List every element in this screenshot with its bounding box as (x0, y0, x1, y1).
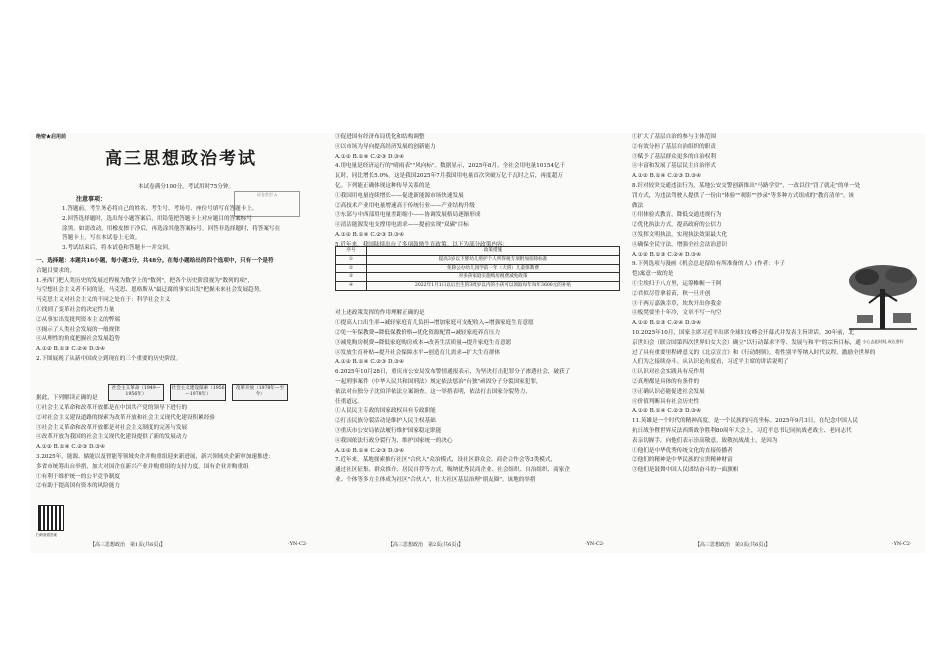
table-header-cell: 序号 (336, 247, 367, 256)
question-line: ④以市场为导向提高经济发展的创新能力 (335, 143, 436, 150)
question-line: ③东部与中西部用电量差距缩小——协调发展格局逐渐形成 (335, 212, 481, 219)
question-line: A.①② B.①④ C.②③ D.③④ (36, 444, 106, 451)
timeline-stage-2: 社会主义建设探索（1956—1978年） (170, 384, 226, 401)
question-line: 11.英雄是一个时代的精神高度，是一个民族的闪亮坐标。2025年9月3日，在纪念中国人民 (632, 418, 859, 425)
question-line: ③发挥文明执法，实现执法效果最大化 (632, 231, 728, 238)
table-cell: 2022年1月1日以后出生的3周岁以内的小孩可以领取每年每年3600元的补贴 (367, 282, 620, 291)
note-line: 3.考试结束后，将本试卷和答题卡一并交回。 (62, 245, 174, 252)
question-line: ③促进国有经济布局优化和结构调整 (335, 134, 425, 140)
question-line: 一起刑事案件（中华人民共和国刑法）规定依法惩治"台独"顽固分子分裂国家犯罪， (335, 378, 542, 385)
question-line (335, 300, 623, 310)
table-cell: ④ (336, 282, 367, 291)
table-row (336, 282, 620, 291)
question-line: ③揭示了人类社会发展的一般规律 (36, 326, 120, 333)
question-line: 6.2025年10月28日，重庆市公安局发布警情通报表示，为坚决打击犯罪分子渗透社会，破获了 (335, 369, 571, 376)
question-line (36, 365, 324, 375)
question-line: ①提高人口出生率→减轻家庭育儿负担→增加家庭可支配收入→增强家庭生育意愿 (335, 320, 534, 327)
question-line: 京世妇会（联合国第四次世界妇女大会）确立"以行动谋求平等、发展与和平"的宗旨目标，通 (632, 339, 861, 346)
question-line: ②打击民族分裂活动是维护人民主权基础 (335, 418, 436, 425)
question-line: A.①② B.①③ C.②④ D.③④ (632, 320, 702, 327)
note-line: 1.答题前，考生务必将自己的姓名、考生号、考场号、座位号填写在答题卡上。 (62, 206, 258, 212)
question-line: ④价值判断具有社会历史性 (632, 398, 700, 405)
question-line: ③正确认识必能促进社会发展 (632, 388, 705, 395)
page-title: 高三思想政治考试 (105, 149, 257, 169)
footer-page-3: 【高三思想政治 第3页(共6页)】 (695, 542, 771, 548)
question-line: 罚方式，为违法驾驶人提供了一份由"体验""观影""抄录"等多种方式组成的"教育清单"。该 (632, 192, 854, 199)
question-line: 1.圣西门把人类历史的发展过程视为数学上的"数列"，把各个历史阶段视为"数列的项"， (36, 277, 254, 284)
qr-caption: 扫码查看答案 (36, 533, 57, 537)
question-line: A.①② B.①④ C.②③ D.③④ (632, 408, 702, 415)
question-line: ④板凳要坐十年冷，文章不写一句空 (632, 310, 722, 317)
question-line: 9.下列选项与漫画《机会总是留给有所准备的人》(作者：丰子 (632, 261, 785, 268)
stamp-box: 试卷类型 A (234, 191, 300, 217)
question-line: ④发放生育补贴→提升社会保障水平→创造育儿需求→扩大生育群体 (335, 349, 501, 356)
question-line: A.①② B.①④ C.②③ D.③④ (335, 231, 405, 238)
question-line: A.①② B.①③ C.②④ D.③④ (632, 251, 702, 258)
secret-label: 绝密★启用前 (36, 134, 67, 140)
question-line: ②从事实出发批判资本主义的弊端 (36, 316, 120, 323)
table-cell: ① (336, 255, 367, 264)
table-header-row (336, 247, 620, 256)
question-line: ①认识对社会实践具有反作用 (632, 369, 705, 376)
timeline-stage-1: 社会主义革命（1949—1956年） (108, 384, 164, 401)
question-line: ②有效分担了基层自治组织的职责 (632, 143, 716, 150)
page-2 (335, 133, 623, 486)
notes-list (62, 205, 292, 254)
table-header-cell: 政策措施 (367, 247, 620, 256)
question-line: ①扩大了基层自治的参与主体范围 (632, 134, 716, 140)
question-line: ②对社会主义建设道路的探索为改革开放和社会主义现代化建设积累经验 (36, 414, 216, 421)
question-line: 过了具有重要里程碑意义的《北京宣言》和《行动纲领》，将性别平等纳入时代议程，激励全世界的 (632, 349, 876, 356)
question-line: ①找到了变革社会的决定性力量 (36, 306, 115, 313)
question-line: 亿。下列能正确体现这种传导关系的是 (335, 182, 431, 189)
question-line: 瓦时，同比增长5.0%。这是我国2025年7月我国用电量首次突破万亿千瓦时之后，再度超万 (335, 173, 563, 180)
question-line: ②君似尽管拿着苗，秋一旦开创 (632, 290, 711, 297)
question-line: ①社会主义革命和改革开放都是在中国共产党的领导下进行的 (36, 404, 188, 411)
question-line: ①尘埃归于八方里，运筹帷幄一千阿 (632, 280, 722, 287)
table-cell: ③ (336, 273, 367, 282)
question-line: 10.2025年10月，国家主席习近平出席全球妇女峰会开幕式并发表主旨讲话。30年前，北 (632, 329, 854, 336)
table-row (336, 264, 620, 273)
question-line: ②他们的精神是中华民族的宝贵精神财富 (632, 457, 733, 464)
timeline-stage-3: 改革开放（1978年—至今） (232, 384, 288, 401)
table-row (336, 255, 620, 264)
question-line: ④确保全民守法，增强全社会法治意识 (632, 241, 728, 248)
question-line: ④改革开放为我国的社会主义现代化建设提供了新的发展动力 (36, 434, 188, 441)
question-line: ①人民民主专政的国家政权具有专政职能 (335, 408, 436, 415)
question-line: 2.下图展现了从新中国成立到现在的三个重要的历史阶段。 (36, 355, 182, 362)
question-line: ①用体验式教育，降低交通违规行为 (632, 212, 722, 219)
question-line: A.①② B.①④ C.②③ D.③④ (632, 173, 702, 180)
question-line: 8.针对较突交通违法行为，某地公安交警创新推出"马路学堂"，一改以往"罚了就走"的单一处 (632, 182, 861, 189)
questions-col1 (36, 257, 324, 492)
question-line: ③社会主义革命和改革开放都是对社会主义制度的完善与发展 (36, 424, 188, 431)
footer-code-1: ·YN-C2· (288, 541, 308, 547)
question-line: 抗日战争暨世界反法西斯战争胜利80周年大会上，习近平总书记同抗战老战士、老同志代 (632, 427, 852, 434)
question-line: ②真理都是具体的有条件的 (632, 378, 700, 385)
question-line: 5.近年来，我国陆续出台了多项鼓励生育政策。以下为部分政策内容： (335, 241, 509, 248)
note-line: 涂黑。如需改动，用橡皮擦干净后，再选涂其他答案标号。回答非选择题时，将答案写在 (62, 225, 281, 232)
question-line: 业、个体等多方主体成为社区"合伙人"，壮大社区基层治理"朋友圈"。该地的举措 (335, 476, 536, 483)
question-line: ②优化执法方式，提高政府的公信力 (632, 222, 722, 229)
question-line: 对上述政策发挥的作用理解正确的是 (335, 310, 425, 317)
question-line: ④清洁能源发电支撑用电需求——提前实现"双碳"目标 (335, 222, 469, 229)
question-line: A.①② B.①④ C.②③ D.③④ (335, 153, 405, 160)
question-line: 通过社区征集、群众推介、居民自荐等方式，吸纳优秀民商企业、社会组织、自治组织、商家企 (335, 467, 570, 474)
table-cell: ② (336, 264, 367, 273)
question-line: A.①② B.①③ C.②④ D.③④ (36, 346, 106, 353)
question-line: ③减免购房税费→降低家庭购房成本→改善生活质量→提升家庭生育意愿 (335, 339, 512, 346)
exam-intro: 本试卷满分100分，考试用时75分钟。 (137, 184, 235, 190)
question-line: ④我国依法行政分裂行为，维护国家统一的决心 (335, 437, 453, 444)
questions-col2 (335, 133, 623, 486)
footer-code-2: ·YN-C2· (585, 541, 605, 547)
question-line: ③他们是鼓舞中国人民团结奋斗的一面旗帜 (632, 467, 739, 474)
question-line: 表亲切握手，向他们表示崇高敬意。致敬抗战战士，是因为 (632, 437, 778, 444)
exam-sheet (30, 133, 925, 553)
cartoon-caption: 小心去此时间,成长要好 (862, 339, 904, 344)
question-line: ①我国用电量连续增长——促进新能源市场快速发展 (335, 192, 464, 199)
table-cell: 免除公办幼儿园学前一年（大班）儿童保教费 (367, 264, 620, 273)
question-line: 一、选择题：本题共16小题，每小题3分，共48分。在每小题给出的四个选项中，只有一个是符 (36, 258, 274, 264)
question-line: 任重道远。 (335, 398, 363, 405)
question-line (335, 290, 623, 300)
question-line: 人们为之接续奋斗。从认识论角度看，习近平主席的讲话说明了 (632, 359, 789, 366)
question-line: 多省市统筹出台举措，加大对国企在新兴产业并购重组的支持力度。国有企业并购重组 (36, 463, 249, 470)
question-line: A.①② B.①④ C.②③ D.③④ (335, 359, 405, 366)
page-3 (632, 133, 920, 476)
footer-page-2: 【高三思想政治 第2页(共6页)】 (388, 542, 464, 548)
policy-table (335, 246, 620, 291)
question-line: 据此，下列解读正确的是 (36, 395, 98, 402)
question-line: ①有利于维护统一的公平竞争制度 (36, 473, 120, 480)
question-line: ②有助于提高国有资本的风险能力 (36, 483, 120, 490)
table-row (336, 273, 620, 282)
question-line: 与空想社会主义者不同的是，马克思、恩格斯从"最迂腐的事实出发"把握未来社会发展趋势。 (36, 287, 265, 294)
question-line: ④丰富和发展了基层民主自治形式 (632, 163, 716, 170)
question-line (36, 375, 324, 385)
footer-page-1: 【高三思想政治 第1页(共6页)】 (90, 542, 166, 548)
question-line: 合题目要求的。 (36, 267, 76, 274)
question-line: ③重庆市公安局依法履行维护国家稳定职能 (335, 427, 442, 434)
table-cell: 对多孩家庭实施购房税费减免政策 (367, 273, 620, 282)
question-line: ④从理性的角度把握社会发展趋势 (36, 336, 120, 343)
question-line: 3.2025年，能源、储能以及智能等领域央企并购重组迎来新进展，新兴领域央企新审加速推进： (36, 453, 274, 460)
question-line: 7.近年来，某地探索推行社区"合伙人"众治模式，设社区群众会、商企合作会等3类模式， (335, 457, 557, 464)
question-line: ②免一年保教费→降低保教价格→优化资源配置→减轻家庭养育压力 (335, 329, 501, 336)
qr-code (38, 505, 64, 531)
question-line: 恺)寓意一致的是 (632, 271, 674, 278)
notes-heading: 注意事项： (76, 196, 107, 203)
question-line: 依法对台独分子沈伯洋依法立案调查。这一举措表明，依法打击国家分裂势力， (335, 388, 531, 395)
table-cell: 提高3岁以下婴幼儿照护个人所得税专项附加扣除标准 (367, 255, 620, 264)
question-line: 4.用电量是经济运行的"晴雨表""风向标"。数据显示，2025年8月，全社会用电量10154亿千 (335, 163, 566, 170)
question-line: ③赋予了基层群众更多的自治权利 (632, 153, 716, 160)
question-line: ③千两万嘉孰幸草，坎坎开出你我金 (632, 300, 722, 307)
question-line: 做法 (632, 202, 644, 209)
question-line: ①他们是中华优秀传统文化的直接传播者 (632, 447, 733, 454)
note-line: 2.回答选择题时，选出每小题答案后，用铅笔把答题卡上对应题目的答案标号 (62, 215, 252, 222)
footer-code-3: ·YN-C2· (892, 541, 912, 547)
question-line: 马克思主义对社会主义的不同之处在于：科学社会主义 (36, 297, 171, 304)
question-line: ②高技术产业用电量增速高于传统行业——产业结构升级 (335, 202, 475, 209)
note-line: 答题卡上。写在本试卷上无效。 (62, 235, 141, 242)
question-line: A.①② B.①④ C.②③ D.③④ (335, 447, 405, 454)
cartoon-illustration (847, 263, 919, 335)
